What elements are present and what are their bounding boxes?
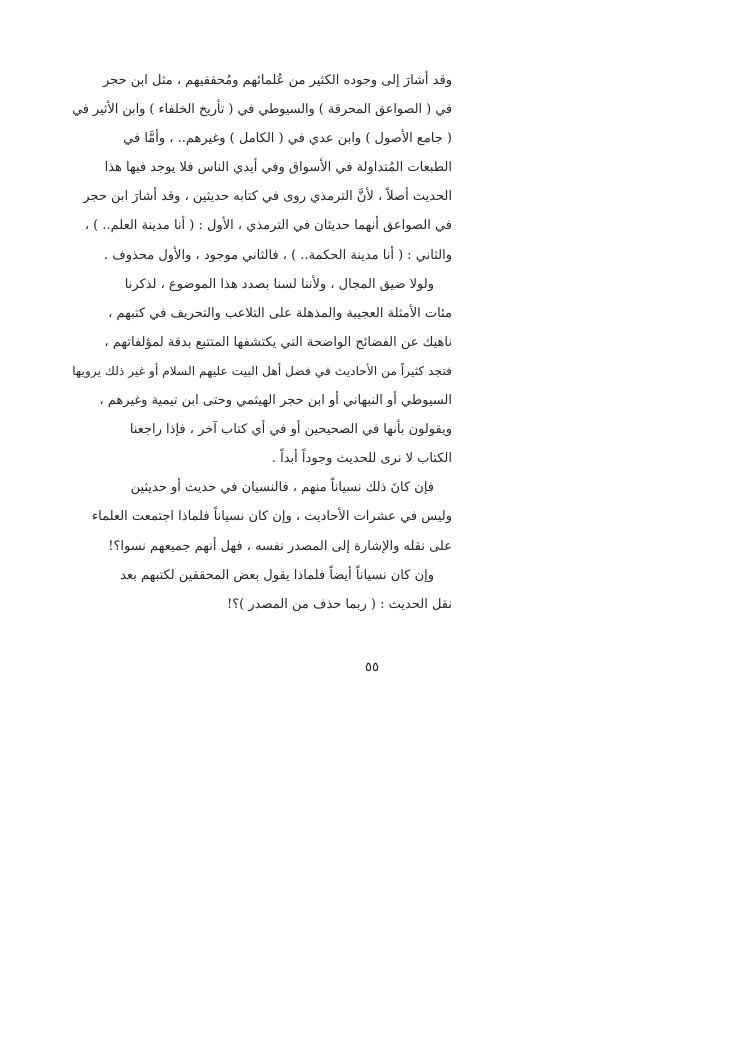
text-line: الكتاب لا نرى للحديث وجوداً أبداً . (271, 451, 452, 467)
text-line: مئات الأمثلة العجيبة والمذهلة على التلاعب والتحريف في كتبهم ، (108, 305, 452, 321)
text-line: الطبعات المُتداولة في الأسواق وفي أيدي الناس فلا يوجد فيها هذا (104, 160, 452, 176)
text-line: ( جامع الأصول ) وابن عدي في ( الكامل ) وغيرهم.. ، وأمَّا في (123, 131, 452, 147)
text-line: وقد أشارَ إلى وجوده الكثير من عُلمائهم ومُحققيهم ، مثل ابن حجر (103, 73, 452, 88)
page-number: ٥٥ (365, 660, 379, 675)
text-line: ويقولون بأنها في الصحيحين أو في أي كتاب آخر ، فإذا راجعنا (129, 422, 452, 438)
paragraph-start-line: فإن كانَ ذلك نسياناً منهم ، فالنسيان في حديث أو حديثين (130, 480, 434, 496)
text-line: السيوطي أو النبهاني أو ابن حجر الهيثمي وحتى ابن تيمية وغيرهم ، (99, 393, 452, 409)
text-line: وليس في عشرات الأحاديث ، وإن كان نسياناً فلماذا اجتمعت العلماء (92, 509, 452, 525)
text-line: نقل الحديث : ( ربما حذف من المصدر )؟! (227, 596, 452, 612)
paragraph-start-line: ولولا ضيق المجال ، ولأننا لسنا بصدد هذا الموضوع ، لذكرنا (124, 276, 434, 292)
text-line: الحديث أصلاً ، لأنَّ الترمذي روى في كتابه حديثين ، وقد أشارَ ابن حجر (83, 189, 452, 205)
text-line: في الصواعق أنهما حديثان في الترمذي ، الأول : ( أنا مدينة العلم.. ) ، (84, 218, 452, 234)
paragraph-start-line: وإن كان نسياناً أيضاً فلماذا يقول بعض المحققين لكتبهم بعد (120, 567, 434, 583)
body-text (72, 66, 452, 619)
text-line: والثاني : ( أنا مدينة الحكمة.. ) ، فالثاني موجود ، والأول محذوف . (104, 247, 452, 263)
text-line: على نقله والإشارة إلى المصدر نفسه ، فهل أنهم جميعهم نسوا؟! (108, 538, 452, 554)
text-line: فتجد كثيراً من الأحاديث في فضل أهل البيت عليهم السلام أو غير ذلك يرويها (72, 363, 452, 378)
text-line: ناهيك عن الفضائح الواضحة التي يكتشفها المتتبع بدقة لمؤلفاتهم ، (104, 334, 452, 350)
text-line: في ( الصواعق المحرقة ) والسيوطي في ( تأريخ الخلفاء ) وابن الأثير في (72, 102, 452, 118)
